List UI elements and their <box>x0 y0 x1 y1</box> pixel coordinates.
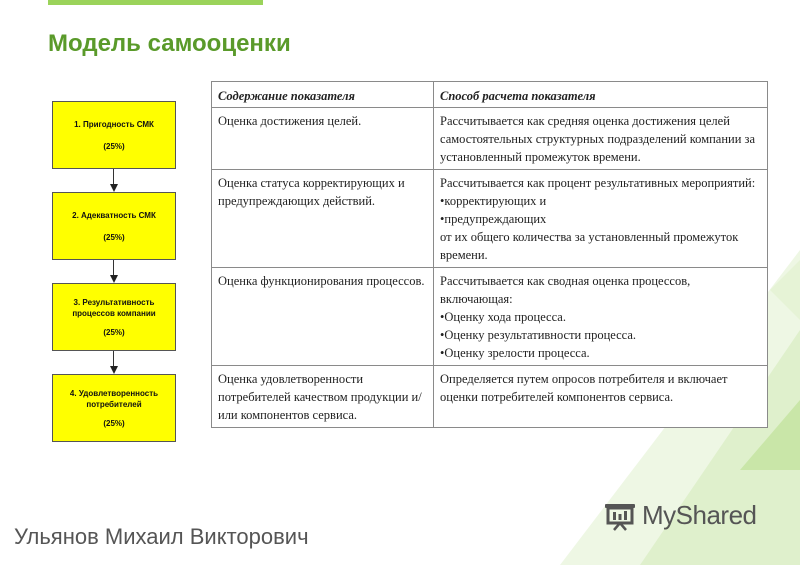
indicator-cell: Оценка функционирования процессов. <box>212 268 434 366</box>
flow-box-label: 4. Удовлетворенность <box>69 388 159 398</box>
indicator-cell: Оценка достижения целей. <box>212 108 434 170</box>
slide-title: Модель самооценки <box>48 30 291 57</box>
bullet-text: корректирующих и <box>444 194 547 208</box>
flow-arrow <box>111 260 117 283</box>
table-row <box>212 366 768 428</box>
column-header: Содержание показателя <box>212 82 434 108</box>
column-header: Способ расчета показателя <box>434 82 768 108</box>
flow-box-1 <box>52 101 176 169</box>
flow-box-percent: (25%) <box>103 327 125 337</box>
table-row <box>212 268 768 366</box>
flow-arrow <box>111 351 117 374</box>
method-bullet <box>440 326 762 344</box>
author-name: Ульянов Михаил Викторович <box>14 524 309 549</box>
presentation-board-icon <box>604 501 636 531</box>
method-text: Рассчитывается как средняя оценка достижения целей самостоятельных структурных подразделений компании за установленный промежуток времени. <box>440 114 756 164</box>
flow-box-label: 1. Пригодность СМК <box>74 119 154 129</box>
method-bullet <box>440 344 762 362</box>
bullet-text: Оценку результативности процесса. <box>444 328 637 342</box>
table-header-row <box>212 82 768 108</box>
bullet-text: предупреждающих <box>444 212 547 226</box>
logo-text: MyShared <box>642 500 757 530</box>
flow-box-label-2: процессов компании <box>72 308 156 318</box>
method-cell <box>434 108 768 170</box>
method-text: Определяется путем опросов потребителя и включает оценки потребителей компонентов сервиса. <box>440 372 728 404</box>
flow-box-label-2: потребителей <box>86 399 142 409</box>
flow-box-label: 3. Результативность <box>73 297 155 307</box>
method-cell <box>434 366 768 428</box>
bullet-text: Оценку хода процесса. <box>444 310 566 324</box>
table-row <box>212 170 768 268</box>
method-bullet <box>440 192 762 210</box>
flow-box-3 <box>52 283 176 351</box>
table-row <box>212 108 768 170</box>
indicator-cell: Оценка статуса корректирующих и предупреждающих действий. <box>212 170 434 268</box>
flow-arrow <box>111 169 117 192</box>
method-cell <box>434 268 768 366</box>
flow-box-percent: (25%) <box>103 141 125 151</box>
indicator-table <box>211 81 768 428</box>
method-cell <box>434 170 768 268</box>
method-bullet <box>440 308 762 326</box>
indicator-cell: Оценка удовлетворенности потребителей качеством продукции и/или компонентов сервиса. <box>212 366 434 428</box>
flow-box-percent: (25%) <box>103 232 125 242</box>
method-bullet <box>440 210 762 228</box>
method-text: Рассчитывается как процент результативных мероприятий: <box>440 176 756 190</box>
flow-box-2 <box>52 192 176 260</box>
method-text: Рассчитывается как сводная оценка процессов, включающая: <box>440 274 691 306</box>
method-tail: от их общего количества за установленный промежуток времени. <box>440 230 739 262</box>
flow-box-label: 2. Адекватность СМК <box>72 210 156 220</box>
flow-box-4 <box>52 374 176 442</box>
myshared-logo[interactable] <box>604 500 757 531</box>
flow-box-percent: (25%) <box>103 418 125 428</box>
bullet-text: Оценку зрелости процесса. <box>444 346 590 360</box>
